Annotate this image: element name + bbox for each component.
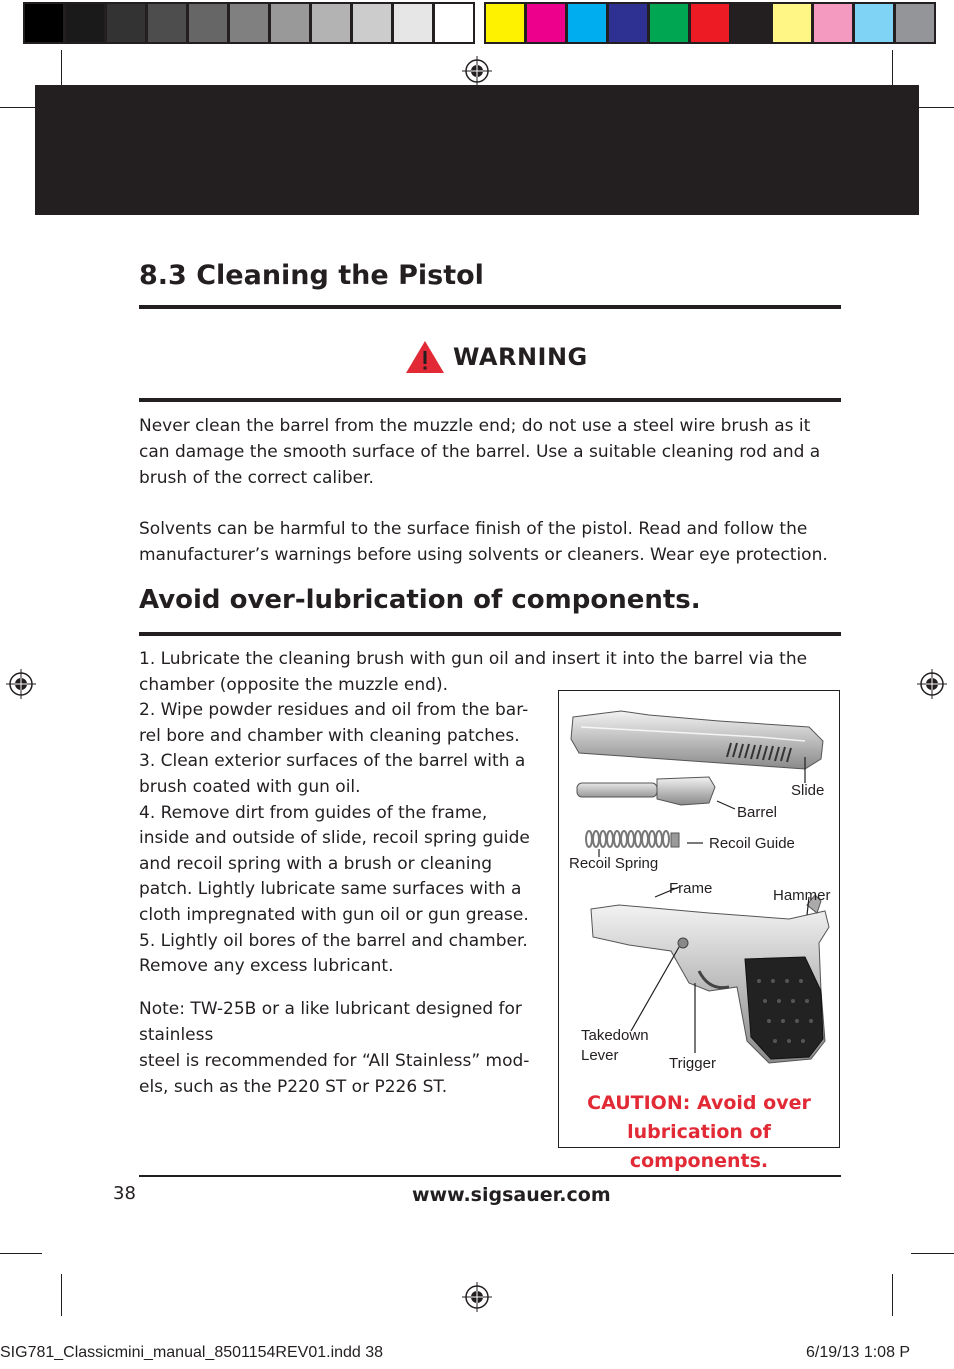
label-trigger: Trigger xyxy=(669,1055,716,1072)
step-line: 1. Lubricate the cleaning brush with gun oil and insert it into the barrel via the xyxy=(139,649,808,669)
label-recoil-spring: Recoil Spring xyxy=(569,855,659,872)
step-line: cloth impregnated with gun oil or gun grease. xyxy=(139,904,529,925)
warning-paragraph-2 xyxy=(139,516,839,568)
crop-mark xyxy=(892,1274,893,1316)
warning-paragraph-1 xyxy=(139,413,839,491)
recoil-spring-part xyxy=(586,831,703,857)
color-swatch xyxy=(609,4,647,42)
header-band xyxy=(35,85,919,215)
gray-swatch xyxy=(312,4,350,42)
gray-swatch xyxy=(271,4,309,42)
gray-swatch xyxy=(353,4,391,42)
lubrication-title: Avoid over-lubrication of components. xyxy=(139,585,701,615)
crop-mark xyxy=(0,1253,42,1254)
crop-mark xyxy=(61,1274,62,1316)
color-swatch xyxy=(896,4,934,42)
label-frame: Frame xyxy=(669,880,713,897)
slide-part xyxy=(571,711,823,783)
color-swatch xyxy=(486,4,524,42)
barrel-part xyxy=(577,777,735,809)
note-line: Note: TW-25B or a like lubricant designed for xyxy=(139,999,522,1019)
gray-swatch xyxy=(66,4,104,42)
note-line: stainless xyxy=(139,1025,214,1045)
warning-triangle-icon xyxy=(405,340,445,374)
registration-mark-icon xyxy=(6,669,36,699)
note-line: els, such as the P220 ST or P226 ST. xyxy=(139,1077,448,1097)
page-number: 38 xyxy=(113,1183,136,1204)
color-swatch xyxy=(814,4,852,42)
gray-swatch xyxy=(107,4,145,42)
website-url: www.sigsauer.com xyxy=(412,1184,611,1206)
step-line: 3. Clean exterior surfaces of the barrel with a xyxy=(139,751,526,772)
gray-swatch xyxy=(394,4,432,42)
text-line: Never clean the barrel from the muzzle end; do not use a steel wire brush as it xyxy=(139,416,811,436)
label-lever: Lever xyxy=(581,1047,619,1064)
gray-swatch xyxy=(25,4,63,42)
gray-swatch-bar xyxy=(23,2,475,44)
step-line: inside and outside of slide, recoil spring guide xyxy=(139,828,530,849)
date-slug: 6/19/13 1:08 P xyxy=(806,1344,911,1361)
text-line: manufacturer’s warnings before using solvents or cleaners. Wear eye protection. xyxy=(139,545,828,565)
pistol-parts-figure xyxy=(558,690,840,1172)
label-barrel: Barrel xyxy=(737,804,778,821)
step-line: 5. Lightly oil bores of the barrel and chamber. xyxy=(139,930,528,951)
text-line: Solvents can be harmful to the surface finish of the pistol. Read and follow the xyxy=(139,519,808,539)
registration-mark-icon xyxy=(462,56,492,86)
step-line: 2. Wipe powder residues and oil from the bar- xyxy=(139,700,529,721)
file-slug: SIG781_Classicmini_manual_8501154REV01.indd 38 xyxy=(0,1344,384,1361)
registration-mark-icon xyxy=(917,669,947,699)
step-line: chamber (opposite the muzzle end). xyxy=(139,674,448,695)
color-swatch-bar xyxy=(484,2,936,44)
registration-mark-icon xyxy=(462,1282,492,1312)
color-swatch xyxy=(691,4,729,42)
caution-note xyxy=(559,1089,839,1176)
step-line: Remove any excess lubricant. xyxy=(139,956,394,977)
pistol-exploded-diagram xyxy=(559,691,839,1087)
gray-swatch xyxy=(189,4,227,42)
caution-line: CAUTION: Avoid over xyxy=(587,1092,811,1114)
step-line: brush coated with gun oil. xyxy=(139,776,361,797)
text-line: can damage the smooth surface of the barrel. Use a suitable cleaning rod and a xyxy=(139,442,821,462)
label-recoil-guide: Recoil Guide xyxy=(709,835,795,852)
warning-title: WARNING xyxy=(453,343,588,371)
lubricant-note xyxy=(139,996,539,1100)
lubrication-rule xyxy=(139,632,841,636)
color-swatch xyxy=(527,4,565,42)
note-line: steel is recommended for “All Stainless” mod- xyxy=(139,1051,530,1071)
label-takedown: Takedown xyxy=(581,1027,649,1044)
warning-heading xyxy=(405,340,588,374)
crop-mark xyxy=(911,1253,954,1254)
gray-swatch xyxy=(435,4,473,42)
label-hammer: Hammer xyxy=(773,887,831,904)
color-swatch xyxy=(650,4,688,42)
color-swatch xyxy=(568,4,606,42)
color-swatch xyxy=(732,4,770,42)
color-swatch xyxy=(773,4,811,42)
caution-line: lubrication of components. xyxy=(627,1121,771,1172)
color-swatch xyxy=(855,4,893,42)
step-line: and recoil spring with a brush or cleaning xyxy=(139,853,493,874)
text-line: brush of the correct caliber. xyxy=(139,468,374,488)
step-line: rel bore and chamber with cleaning patches. xyxy=(139,725,520,746)
gray-swatch xyxy=(230,4,268,42)
title-rule xyxy=(139,305,841,309)
step-line: patch. Lightly lubricate same surfaces with a xyxy=(139,879,522,900)
warning-rule xyxy=(139,398,841,402)
label-slide: Slide xyxy=(791,782,825,799)
footer-rule xyxy=(139,1175,841,1177)
gray-swatch xyxy=(148,4,186,42)
section-title: 8.3 Cleaning the Pistol xyxy=(139,260,484,291)
step-line: 4. Remove dirt from guides of the frame, xyxy=(139,802,488,823)
